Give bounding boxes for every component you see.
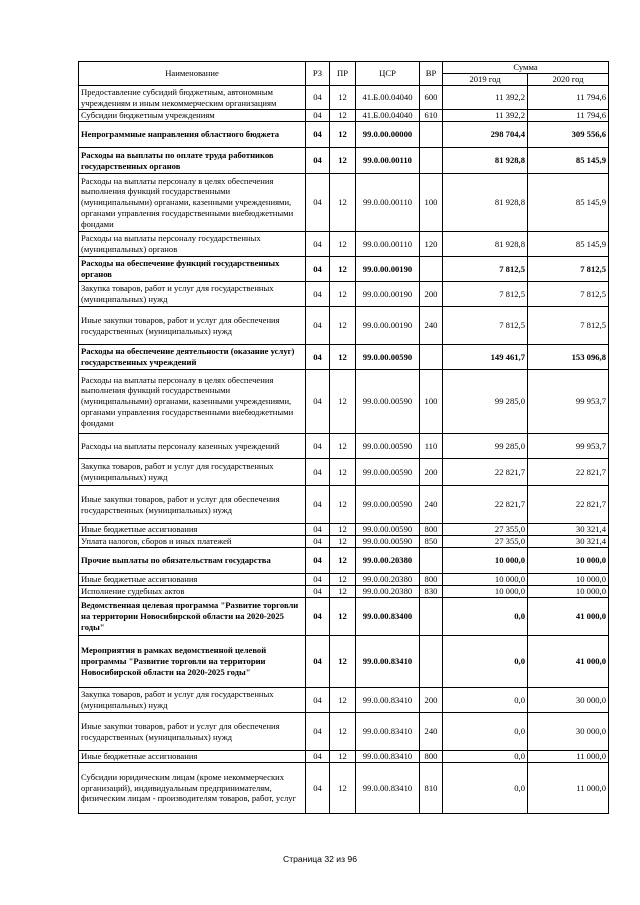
table-row: [79, 688, 609, 713]
row-rz: 04: [306, 122, 330, 148]
row-pr: 12: [330, 174, 356, 232]
row-amount-2020: 309 556,6: [528, 122, 609, 148]
row-csr: 99.0.00.00590: [356, 434, 420, 459]
row-pr: 12: [330, 345, 356, 370]
row-vr: 800: [420, 751, 443, 763]
row-amount-2019: 10 000,0: [443, 548, 528, 574]
row-rz: 04: [306, 688, 330, 713]
row-name: Исполнение судебных актов: [79, 586, 306, 598]
row-pr: 12: [330, 586, 356, 598]
table-row: [79, 636, 609, 688]
row-name: Расходы на выплаты персоналу в целях обеспечения выполнения функций государственными (муниципальными) органами, казенными учреждениями, органами управления государственными внебюджетными фондами: [79, 370, 306, 434]
table-row: [79, 122, 609, 148]
row-vr: 850: [420, 536, 443, 548]
row-amount-2020: 30 000,0: [528, 688, 609, 713]
row-amount-2020: 11 794,6: [528, 86, 609, 110]
row-amount-2019: 7 812,5: [443, 307, 528, 345]
row-vr: 110: [420, 434, 443, 459]
row-vr: [420, 257, 443, 282]
row-amount-2019: 81 928,8: [443, 148, 528, 174]
row-csr: 99.0.00.00590: [356, 370, 420, 434]
row-amount-2020: 99 953,7: [528, 370, 609, 434]
row-amount-2020: 11 794,6: [528, 110, 609, 122]
row-amount-2020: 22 821,7: [528, 486, 609, 524]
row-vr: 610: [420, 110, 443, 122]
row-amount-2019: 99 285,0: [443, 370, 528, 434]
header-year-2020: 2020 год: [528, 74, 609, 86]
row-name: Иные бюджетные ассигнования: [79, 574, 306, 586]
table-row: [79, 110, 609, 122]
table-row: [79, 459, 609, 486]
row-name: Иные закупки товаров, работ и услуг для обеспечения государственных (муниципальных) нужд: [79, 307, 306, 345]
row-amount-2020: 7 812,5: [528, 282, 609, 307]
row-amount-2020: 10 000,0: [528, 548, 609, 574]
row-csr: 41.Б.00.04040: [356, 110, 420, 122]
row-amount-2019: 0,0: [443, 636, 528, 688]
row-vr: 800: [420, 524, 443, 536]
row-amount-2019: 27 355,0: [443, 536, 528, 548]
row-pr: 12: [330, 548, 356, 574]
row-amount-2019: 22 821,7: [443, 459, 528, 486]
row-pr: 12: [330, 486, 356, 524]
table-row: [79, 751, 609, 763]
row-name: Закупка товаров, работ и услуг для государственных (муниципальных) нужд: [79, 282, 306, 307]
row-vr: 600: [420, 86, 443, 110]
row-amount-2020: 11 000,0: [528, 751, 609, 763]
row-amount-2020: 30 321,4: [528, 536, 609, 548]
row-amount-2020: 41 000,0: [528, 636, 609, 688]
row-vr: [420, 122, 443, 148]
row-vr: [420, 636, 443, 688]
row-pr: 12: [330, 536, 356, 548]
row-pr: 12: [330, 574, 356, 586]
table-row: [79, 232, 609, 257]
row-rz: 04: [306, 148, 330, 174]
row-csr: 99.0.00.83410: [356, 713, 420, 751]
row-amount-2019: 27 355,0: [443, 524, 528, 536]
row-amount-2020: 85 145,9: [528, 232, 609, 257]
table-row: [79, 548, 609, 574]
row-csr: 99.0.00.00590: [356, 536, 420, 548]
table-row: [79, 345, 609, 370]
table-row: [79, 524, 609, 536]
row-name: Субсидии бюджетным учреждениям: [79, 110, 306, 122]
header-csr: ЦСР: [356, 62, 420, 86]
row-pr: 12: [330, 751, 356, 763]
table-row: [79, 370, 609, 434]
row-rz: 04: [306, 110, 330, 122]
row-csr: 99.0.00.83410: [356, 636, 420, 688]
row-rz: 04: [306, 345, 330, 370]
table-row: [79, 574, 609, 586]
row-name: Субсидии юридическим лицам (кроме некоммерческих организаций), индивидуальным предпринимателям, физическим лицам - производителям товаров, работ, услуг: [79, 763, 306, 814]
row-rz: 04: [306, 574, 330, 586]
row-amount-2019: 7 812,5: [443, 282, 528, 307]
row-pr: 12: [330, 713, 356, 751]
row-pr: 12: [330, 282, 356, 307]
table-row: [79, 174, 609, 232]
row-pr: 12: [330, 122, 356, 148]
row-vr: 800: [420, 574, 443, 586]
row-rz: 04: [306, 598, 330, 636]
row-amount-2020: 30 000,0: [528, 713, 609, 751]
row-pr: 12: [330, 598, 356, 636]
row-amount-2020: 99 953,7: [528, 434, 609, 459]
row-pr: 12: [330, 636, 356, 688]
row-pr: 12: [330, 524, 356, 536]
row-name: Непрограммные направления областного бюджета: [79, 122, 306, 148]
row-amount-2019: 0,0: [443, 713, 528, 751]
header-rz: РЗ: [306, 62, 330, 86]
row-amount-2019: 149 461,7: [443, 345, 528, 370]
row-rz: 04: [306, 434, 330, 459]
row-name: Расходы на обеспечение функций государственных органов: [79, 257, 306, 282]
row-amount-2019: 81 928,8: [443, 174, 528, 232]
row-csr: 99.0.00.83410: [356, 688, 420, 713]
row-csr: 99.0.00.00590: [356, 486, 420, 524]
table-row: [79, 586, 609, 598]
row-amount-2019: 0,0: [443, 688, 528, 713]
row-name: Иные бюджетные ассигнования: [79, 751, 306, 763]
table-row: [79, 148, 609, 174]
row-amount-2019: 298 704,4: [443, 122, 528, 148]
row-name: Мероприятия в рамках ведомственной целевой программы "Развитие торговли на территории Новосибирской области на 2020-2025 годы": [79, 636, 306, 688]
row-amount-2019: 22 821,7: [443, 486, 528, 524]
row-name: Закупка товаров, работ и услуг для государственных (муниципальных) нужд: [79, 459, 306, 486]
row-pr: 12: [330, 459, 356, 486]
row-pr: 12: [330, 434, 356, 459]
row-amount-2020: 22 821,7: [528, 459, 609, 486]
budget-table: [78, 61, 609, 814]
row-amount-2020: 10 000,0: [528, 586, 609, 598]
row-vr: 200: [420, 282, 443, 307]
table-row: [79, 86, 609, 110]
row-vr: 200: [420, 459, 443, 486]
row-rz: 04: [306, 232, 330, 257]
row-name: Расходы на выплаты персоналу казенных учреждений: [79, 434, 306, 459]
row-amount-2019: 81 928,8: [443, 232, 528, 257]
row-amount-2019: 11 392,2: [443, 86, 528, 110]
table-body: [79, 86, 609, 814]
row-amount-2019: 10 000,0: [443, 574, 528, 586]
row-name: Расходы на выплаты персоналу государственных (муниципальных) органов: [79, 232, 306, 257]
row-amount-2020: 7 812,5: [528, 307, 609, 345]
row-vr: 120: [420, 232, 443, 257]
table-row: [79, 257, 609, 282]
row-csr: 99.0.00.00000: [356, 122, 420, 148]
row-csr: 41.Б.00.04040: [356, 86, 420, 110]
row-rz: 04: [306, 282, 330, 307]
row-vr: 240: [420, 486, 443, 524]
row-rz: 04: [306, 586, 330, 598]
table-row: [79, 307, 609, 345]
table-row: [79, 536, 609, 548]
row-vr: 830: [420, 586, 443, 598]
row-csr: 99.0.00.83410: [356, 763, 420, 814]
row-csr: 99.0.00.20380: [356, 548, 420, 574]
row-csr: 99.0.00.20380: [356, 586, 420, 598]
row-pr: 12: [330, 148, 356, 174]
row-vr: 240: [420, 307, 443, 345]
row-name: Иные закупки товаров, работ и услуг для обеспечения государственных (муниципальных) нужд: [79, 713, 306, 751]
row-amount-2019: 10 000,0: [443, 586, 528, 598]
row-amount-2019: 99 285,0: [443, 434, 528, 459]
row-amount-2020: 11 000,0: [528, 763, 609, 814]
row-name: Расходы на обеспечение деятельности (оказание услуг) государственных учреждений: [79, 345, 306, 370]
row-csr: 99.0.00.20380: [356, 574, 420, 586]
row-vr: 100: [420, 370, 443, 434]
row-rz: 04: [306, 257, 330, 282]
row-amount-2020: 10 000,0: [528, 574, 609, 586]
row-rz: 04: [306, 548, 330, 574]
row-vr: [420, 345, 443, 370]
row-pr: 12: [330, 763, 356, 814]
row-amount-2019: 7 812,5: [443, 257, 528, 282]
row-pr: 12: [330, 110, 356, 122]
row-csr: 99.0.00.00190: [356, 307, 420, 345]
row-vr: 810: [420, 763, 443, 814]
row-vr: [420, 148, 443, 174]
row-rz: 04: [306, 86, 330, 110]
table-row: [79, 713, 609, 751]
row-vr: [420, 548, 443, 574]
table-row: [79, 486, 609, 524]
row-amount-2020: 85 145,9: [528, 148, 609, 174]
row-name: Иные бюджетные ассигнования: [79, 524, 306, 536]
row-rz: 04: [306, 763, 330, 814]
row-csr: 99.0.00.00190: [356, 257, 420, 282]
header-year-2019: 2019 год: [443, 74, 528, 86]
row-amount-2020: 85 145,9: [528, 174, 609, 232]
row-vr: [420, 598, 443, 636]
row-pr: 12: [330, 370, 356, 434]
row-amount-2019: 0,0: [443, 751, 528, 763]
row-csr: 99.0.00.00190: [356, 282, 420, 307]
header-name: Наименование: [79, 62, 306, 86]
row-amount-2020: 30 321,4: [528, 524, 609, 536]
row-rz: 04: [306, 713, 330, 751]
row-rz: 04: [306, 751, 330, 763]
row-name: Предоставление субсидий бюджетным, автономным учреждениям и иным некоммерческим организациям: [79, 86, 306, 110]
row-rz: 04: [306, 370, 330, 434]
row-csr: 99.0.00.00110: [356, 232, 420, 257]
row-amount-2019: 0,0: [443, 598, 528, 636]
header-pr: ПР: [330, 62, 356, 86]
row-csr: 99.0.00.00590: [356, 524, 420, 536]
table-row: [79, 763, 609, 814]
row-vr: 240: [420, 713, 443, 751]
row-pr: 12: [330, 688, 356, 713]
row-name: Расходы на выплаты по оплате труда работников государственных органов: [79, 148, 306, 174]
row-csr: 99.0.00.00110: [356, 174, 420, 232]
row-rz: 04: [306, 524, 330, 536]
row-amount-2019: 11 392,2: [443, 110, 528, 122]
table-row: [79, 282, 609, 307]
row-amount-2019: 0,0: [443, 763, 528, 814]
table-row: [79, 598, 609, 636]
row-amount-2020: 153 096,8: [528, 345, 609, 370]
row-rz: 04: [306, 536, 330, 548]
row-pr: 12: [330, 86, 356, 110]
row-name: Ведомственная целевая программа "Развитие торговли на территории Новосибирской области на 2020-2025 годы": [79, 598, 306, 636]
row-rz: 04: [306, 459, 330, 486]
header-vr: ВР: [420, 62, 443, 86]
row-csr: 99.0.00.00590: [356, 459, 420, 486]
row-name: Уплата налогов, сборов и иных платежей: [79, 536, 306, 548]
row-csr: 99.0.00.00590: [356, 345, 420, 370]
row-pr: 12: [330, 307, 356, 345]
row-name: Расходы на выплаты персоналу в целях обеспечения выполнения функций государственными (муниципальными) органами, казенными учреждениями, органами управления государственными внебюджетными фондами: [79, 174, 306, 232]
table-header: [79, 62, 609, 86]
row-rz: 04: [306, 636, 330, 688]
row-pr: 12: [330, 232, 356, 257]
table-row: [79, 434, 609, 459]
row-csr: 99.0.00.00110: [356, 148, 420, 174]
row-rz: 04: [306, 307, 330, 345]
row-vr: 200: [420, 688, 443, 713]
row-vr: 100: [420, 174, 443, 232]
page-footer: Страница 32 из 96: [283, 854, 357, 864]
row-name: Иные закупки товаров, работ и услуг для обеспечения государственных (муниципальных) нужд: [79, 486, 306, 524]
row-rz: 04: [306, 486, 330, 524]
row-amount-2020: 7 812,5: [528, 257, 609, 282]
row-pr: 12: [330, 257, 356, 282]
header-sum: Сумма: [443, 62, 609, 74]
row-csr: 99.0.00.83400: [356, 598, 420, 636]
row-name: Закупка товаров, работ и услуг для государственных (муниципальных) нужд: [79, 688, 306, 713]
row-csr: 99.0.00.83410: [356, 751, 420, 763]
row-rz: 04: [306, 174, 330, 232]
row-name: Прочие выплаты по обязательствам государства: [79, 548, 306, 574]
row-amount-2020: 41 000,0: [528, 598, 609, 636]
